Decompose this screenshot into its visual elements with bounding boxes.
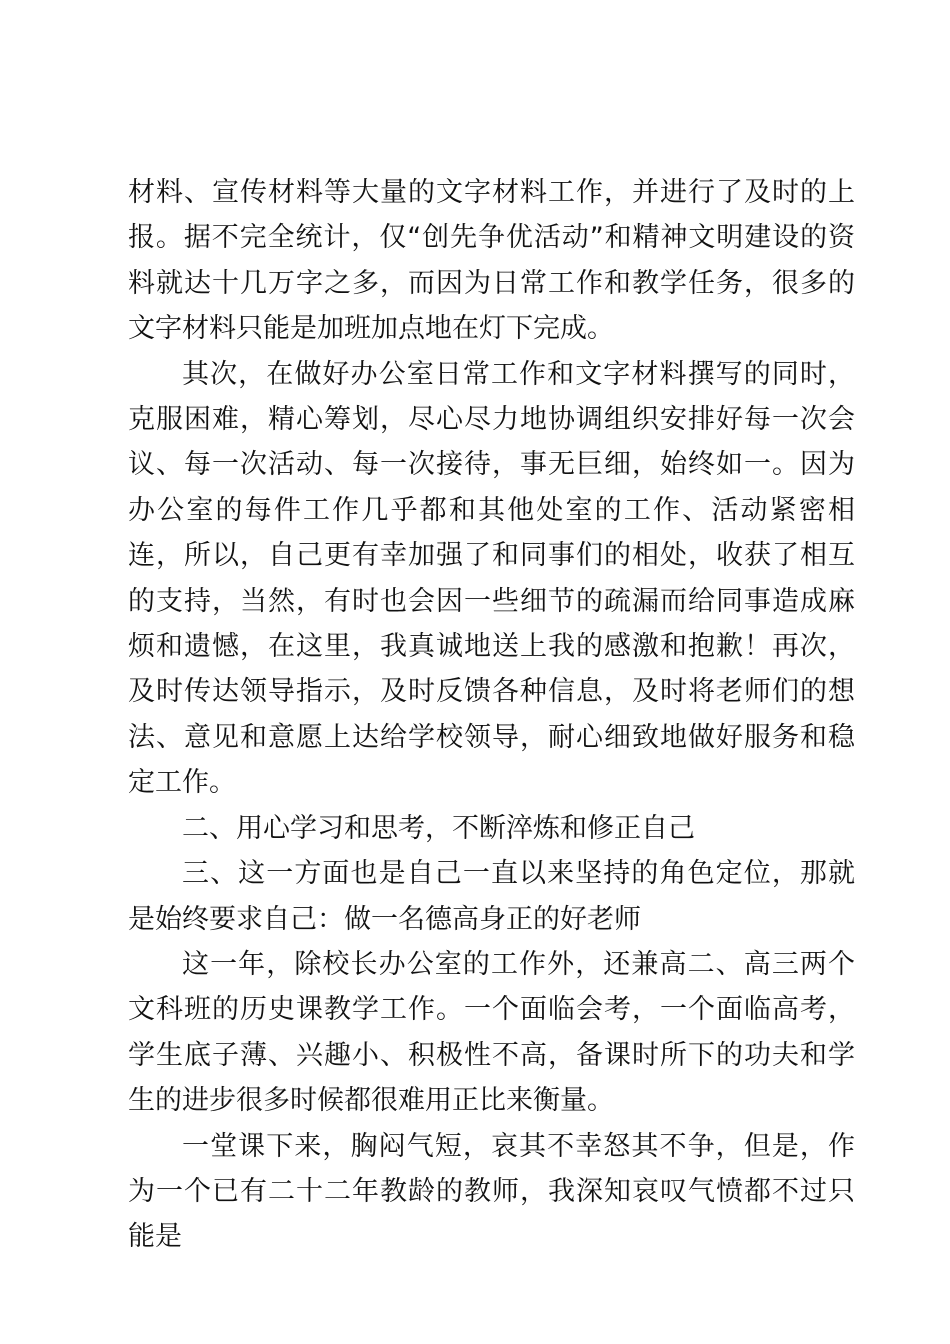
paragraph-materials-report: 材料、宣传材料等大量的文字材料工作，并进行了及时的上报。据不完全统计，仅“创先争优活动”和精神文明建设的资料就达十几万字之多，而因为日常工作和教学任务，很多的文字材料只能是加班加点地在灯下完成。 xyxy=(128,177,855,345)
section-heading-learning: 二、用心学习和思考，不断淬炼和修正自己 xyxy=(182,812,695,844)
paragraph-classroom-reflection: 一堂课下来，胸闷气短，哀其不幸怒其不争，但是，作为一个已有二十二年教龄的教师，我深知哀叹气愤都不过只能是 xyxy=(128,1130,855,1253)
paragraph-teaching-work: 这一年，除校长办公室的工作外，还兼高二、高三两个文科班的历史课教学工作。一个面临会考，一个面临高考，学生底子薄、兴趣小、积极性不高，备课时所下的功夫和学生的进步很多时候都很难用正比来衡量。 xyxy=(128,948,855,1117)
section-heading-role: 三、这一方面也是自己一直以来坚持的角色定位，那就是始终要求自己：做一名德高身正的好老师 xyxy=(128,858,855,935)
document-body xyxy=(128,170,855,1260)
paragraph-office-coordination: 其次，在做好办公室日常工作和文字材料撰写的同时，克服困难，精心筹划，尽心尽力地协调组织安排好每一次会议、每一次活动、每一次接待，事无巨细，始终如一。因为办公室的每件工作几乎都和其他处室的工作、活动紧密相连，所以，自己更有幸加强了和同事们的相处，收获了相互的支持，当然，有时也会因一些细节的疏漏而给同事造成麻烦和遗憾，在这里，我真诚地送上我的感激和抱歉！再次，及时传达领导指示，及时反馈各种信息，及时将老师们的想法、意见和意愿上达给学校领导，耐心细致地做好服务和稳定工作。 xyxy=(128,358,855,799)
